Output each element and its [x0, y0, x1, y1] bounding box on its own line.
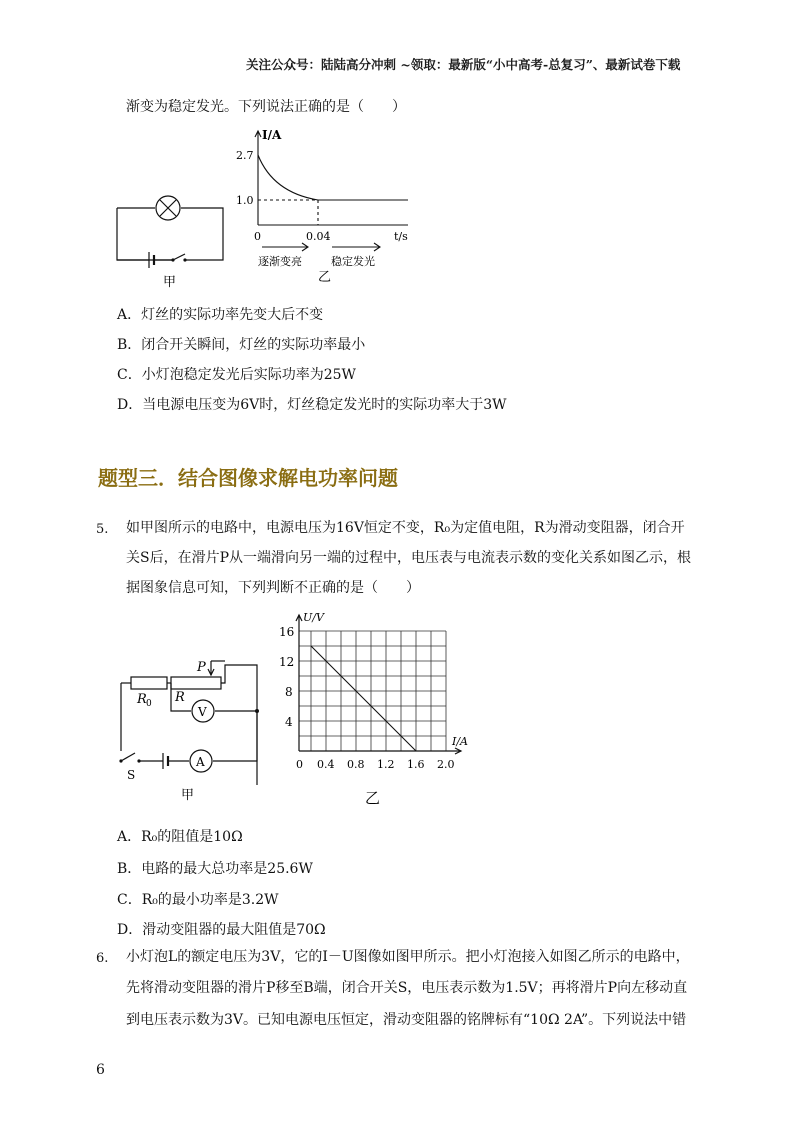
- q5-option-c: C．R₀的最小功率是3.2W: [117, 892, 279, 908]
- q5-ytick-16: 16: [279, 625, 295, 639]
- q5-voltage-current-graph: [275, 605, 485, 815]
- q4-xtick-0: 0: [254, 230, 261, 243]
- q4-graph-ylabel: I/A: [262, 128, 282, 142]
- header-note: 关注公众号：陆陆高分冲刺 ~领取：最新版“小中高考-总复习”、最新试卷下载: [246, 57, 681, 72]
- q6-line-3: 到电压表示数为3V。已知电源电压恒定，滑动变阻器的铭牌标有“10Ω 2A”。下列说法中错: [126, 1012, 687, 1028]
- u-i-line: [311, 646, 416, 751]
- q4-stem-tail: 渐变为稳定发光。下列说法正确的是（ ）: [126, 99, 406, 115]
- slide-rheostat-r: [171, 677, 221, 689]
- q5-graph-caption: 乙: [365, 789, 381, 807]
- q4-arrow-label-2: 稳定发光: [331, 255, 375, 268]
- q4-circuit-caption: 甲: [163, 275, 177, 290]
- section-title: 题型三．结合图像求解电功率问题: [98, 466, 398, 490]
- q4-xtick-0-04: 0.04: [306, 230, 331, 243]
- q5-line-1: 如甲图所示的电路中，电源电压为16V恒定不变，R₀为定值电阻，R为滑动变阻器，闭合开: [126, 520, 685, 536]
- q5-line-2: 关S后，在滑片P从一端滑向另一端的过程中，电压表与电流表示数的变化关系如图乙示，根: [126, 550, 692, 566]
- resistor-r0: [131, 677, 167, 689]
- q5-xtick-1-6: 1.6: [407, 758, 425, 771]
- q5-graph-xlabel: I/A: [452, 735, 468, 748]
- ammeter-label: A: [196, 755, 205, 769]
- q4-circuit-diagram: [105, 188, 235, 290]
- label-r0-subscript: 0: [146, 699, 152, 709]
- q4-option-b: B．闭合开关瞬间，灯丝的实际功率最小: [117, 337, 366, 353]
- q5-xtick-2-0: 2.0: [437, 758, 455, 771]
- switch-blade: [173, 254, 185, 260]
- q6-line-2: 先将滑动变阻器的滑片P移至B端，闭合开关S，电压表示数为1.5V；再将滑片P向左移动直: [126, 980, 688, 996]
- q4-option-d: D．当电源电压变为6V时，灯丝稳定发光时的实际功率大于3W: [117, 397, 507, 413]
- q4-graph-xlabel: t/s: [394, 230, 408, 243]
- q5-xtick-0-4: 0.4: [317, 758, 335, 771]
- q5-graph-ylabel: U/V: [303, 611, 324, 624]
- q5-ytick-4: 4: [285, 715, 293, 729]
- label-p: P: [197, 660, 206, 675]
- q6-line-1: 小灯泡L的额定电压为3V，它的I－U图像如图甲所示。把小灯泡接入如图乙所示的电路中，: [126, 949, 690, 965]
- q5-circuit-diagram: [105, 655, 275, 805]
- q5-xtick-0: 0: [296, 758, 303, 771]
- q4-current-time-graph: [228, 125, 413, 285]
- q4-graph-caption: 乙: [318, 270, 332, 285]
- q4-option-c: C．小灯泡稳定发光后实际功率为25W: [117, 367, 356, 383]
- label-r: R: [175, 690, 185, 705]
- voltmeter-label: V: [198, 705, 207, 719]
- label-r0: R: [137, 692, 147, 707]
- q6-number: 6.: [96, 951, 109, 966]
- q5-circuit-caption: 甲: [181, 788, 195, 803]
- q5-ytick-12: 12: [279, 655, 295, 669]
- q5-number: 5.: [96, 522, 109, 537]
- page-number: 6: [96, 1062, 105, 1078]
- q4-arrow-label-1: 逐渐变亮: [258, 255, 302, 268]
- q5-xtick-0-8: 0.8: [347, 758, 365, 771]
- label-s: S: [127, 768, 136, 782]
- q4-ytick-1-0: 1.0: [236, 194, 254, 207]
- q5-option-d: D．滑动变阻器的最大阻值是70Ω: [117, 922, 326, 938]
- q4-ytick-2-7: 2.7: [236, 149, 254, 162]
- q4-option-a: A．灯丝的实际功率先变大后不变: [117, 307, 324, 323]
- q5-ytick-8: 8: [285, 685, 293, 699]
- current-curve: [258, 155, 408, 200]
- q5-option-a: A．R₀的阻值是10Ω: [117, 829, 243, 845]
- q5-option-b: B．电路的最大总功率是25.6W: [117, 861, 313, 877]
- q5-xtick-1-2: 1.2: [377, 758, 395, 771]
- q5-line-3: 据图象信息可知，下列判断不正确的是（ ）: [126, 580, 420, 596]
